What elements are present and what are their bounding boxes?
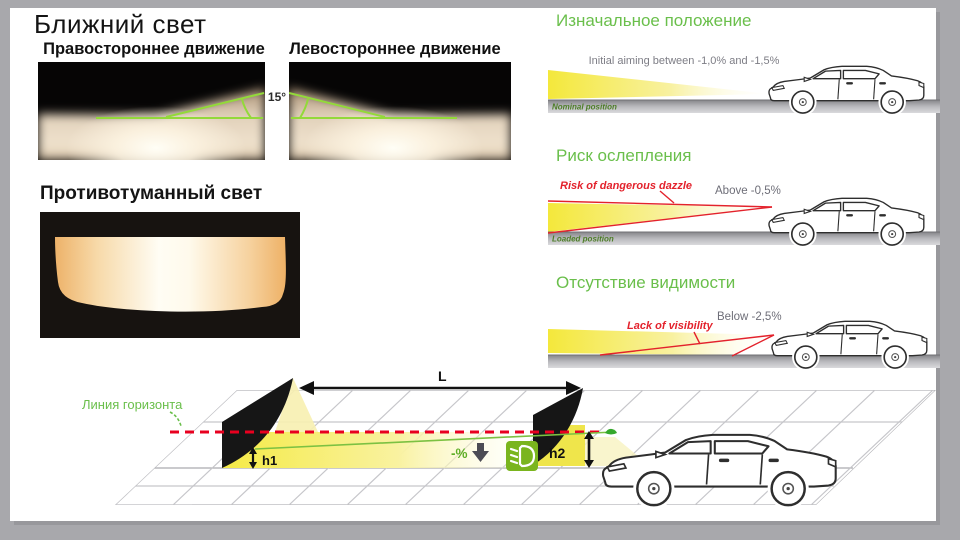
left-traffic-label: Левостороннее движение	[289, 40, 501, 58]
low-beam-title: Ближний свет	[34, 9, 207, 39]
diagram-dazzle-risk	[548, 170, 940, 250]
fog-light-pattern	[40, 212, 300, 338]
diagram-nominal-position	[548, 48, 940, 128]
h1-label: h1	[262, 453, 278, 468]
distance-label: L	[438, 368, 447, 384]
beam-pattern-right-traffic	[38, 62, 265, 160]
dazzle-value: Above -0,5%	[715, 185, 781, 197]
right-traffic-label: Правостороннее движение	[43, 40, 265, 58]
slide	[10, 8, 936, 521]
headlight-beam	[548, 203, 772, 232]
visibility-value: Below -2,5%	[717, 311, 782, 323]
visibility-warning-text: Lack of visibility	[627, 320, 713, 332]
panel-heading-dazzle-risk: Риск ослепления	[556, 146, 692, 165]
headlight-beam	[548, 70, 770, 99]
aiming-geometry-diagram	[70, 365, 936, 521]
horizon-label-pointer	[170, 412, 181, 426]
fog-light-title: Противотуманный свет	[40, 183, 263, 204]
headlight-beam	[548, 329, 774, 355]
initial-aiming-note: Initial aiming between -1,0% and -1,5%	[588, 55, 780, 67]
low-beam-headlight-icon	[506, 441, 538, 471]
h2-label: h2	[549, 445, 566, 461]
panel-heading-initial-position: Изначальное положение	[556, 11, 752, 30]
beam-pattern-left-traffic	[289, 62, 511, 160]
road-label-nominal: Nominal position	[552, 102, 617, 112]
road-label-loaded: Loaded position	[552, 234, 614, 244]
slope-label: -%	[451, 446, 468, 461]
cutoff-angle-label: 15°	[267, 90, 287, 104]
diagram-no-visibility	[548, 295, 940, 375]
dazzle-warning-text: Risk of dangerous dazzle	[560, 180, 693, 192]
horizon-label: Линия горизонта	[82, 397, 183, 412]
panel-heading-no-visibility: Отсутствие видимости	[556, 273, 736, 292]
